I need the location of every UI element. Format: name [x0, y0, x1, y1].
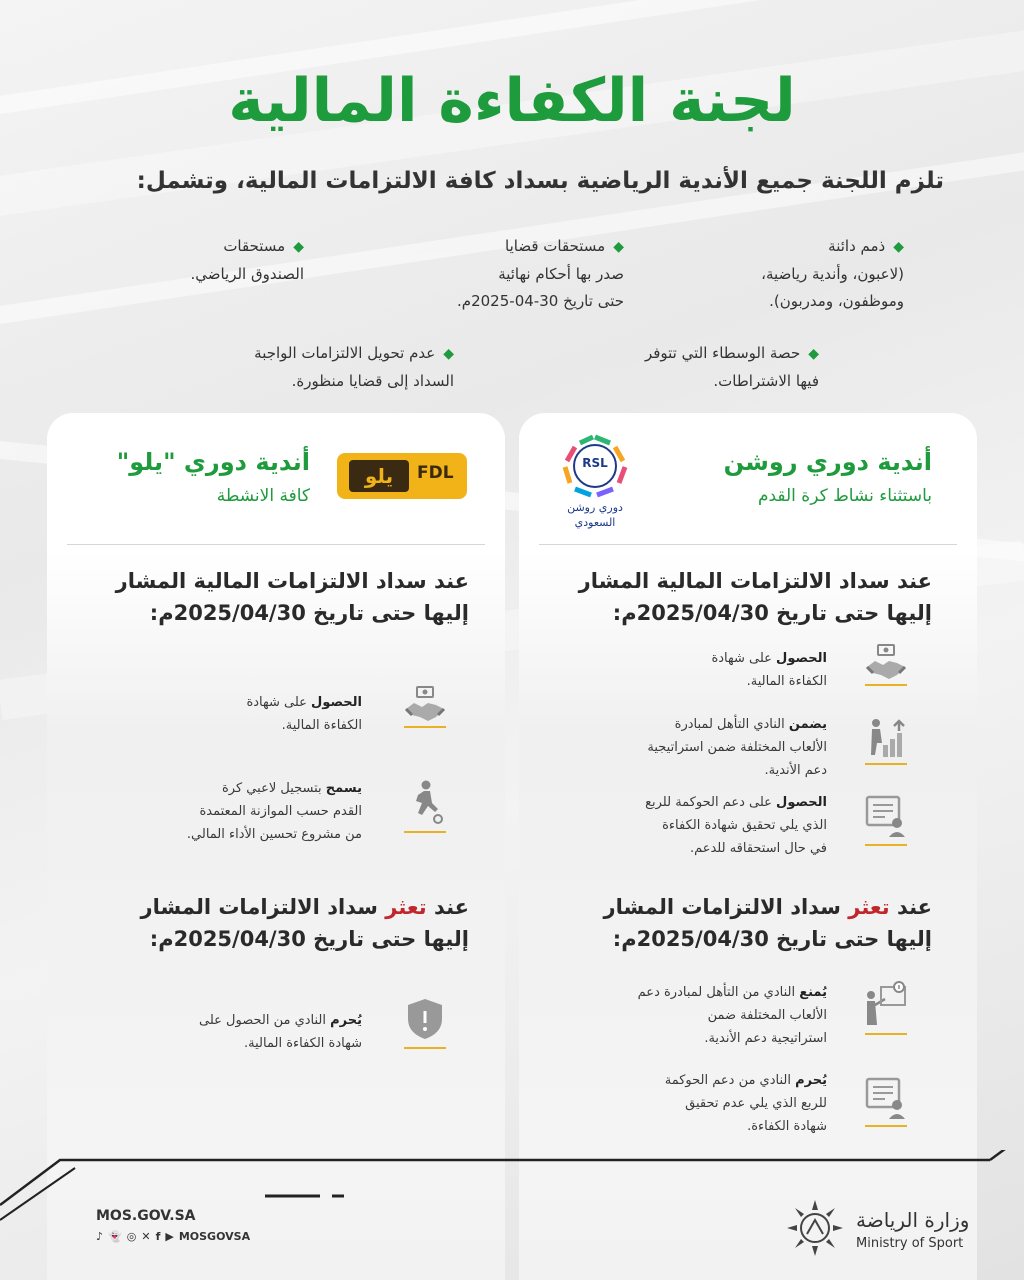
yelo-item-registration: [122, 777, 362, 846]
item-underline: [404, 831, 446, 833]
item-text-line: على شهادة: [711, 651, 777, 666]
item-bold: الحصول: [311, 695, 362, 710]
roshn-default-title: [532, 891, 932, 955]
yelo-item-deprived: [112, 1009, 362, 1055]
bullet-dot-icon: ◆: [808, 346, 819, 362]
bullet-line: السداد إلى قضايا منظورة.: [291, 372, 454, 390]
item-bold: الحصول: [776, 795, 827, 810]
bullet-line: عدم تحويل الالتزامات الواجبة: [254, 344, 436, 362]
tiktok-icon[interactable]: ♪: [96, 1230, 104, 1243]
item-underline: [404, 726, 446, 728]
shield-warning-icon: [402, 995, 448, 1041]
footer-social-row: [96, 1230, 255, 1243]
footer-website[interactable]: MOS.GOV.SA: [96, 1208, 196, 1224]
card-divider: [67, 544, 485, 545]
item-text-line: في حال استحقاقه للدعم.: [689, 841, 827, 856]
item-text-line: على شهادة: [246, 695, 312, 710]
bullet-payables: [694, 233, 904, 315]
item-bold: يضمن: [788, 717, 827, 732]
roshn-item-certificate: [587, 647, 827, 693]
item-bold: يُحرم: [330, 1013, 362, 1028]
bullet-dot-icon: ◆: [613, 239, 624, 255]
item-text-line: النادي التأهل لمبادرة: [674, 717, 789, 732]
yelo-card-subtitle: كافة الانشطة: [216, 486, 310, 506]
bullet-dot-icon: ◆: [293, 239, 304, 255]
bullet-pending-cases: [204, 340, 454, 395]
item-bold: يسمح: [325, 781, 362, 796]
yelo-default-title: [69, 891, 469, 955]
facebook-icon[interactable]: f: [155, 1230, 161, 1243]
document-user-icon: [863, 793, 909, 839]
item-text-line: النادي من الحصول على: [199, 1013, 331, 1028]
bullet-line: وموظفون، ومدربون).: [769, 292, 904, 310]
section-title-line: إليها حتى تاريخ 2025/04/30م:: [149, 927, 469, 951]
item-text-line: الألعاب المختلفة ضمن استراتيجية: [647, 740, 827, 755]
section-title-part: سداد الالتزامات المشار: [603, 895, 849, 919]
bullet-case-dues: [414, 233, 624, 315]
yelo-logo: [337, 453, 467, 499]
section-title-line: إليها حتى تاريخ 2025/04/30م:: [612, 927, 932, 951]
bullet-line: حتى تاريخ 30-04-2025م.: [457, 292, 624, 310]
rsl-logo: [555, 431, 635, 531]
item-text-line: الكفاءة المالية.: [281, 718, 362, 733]
handshake-icon: [863, 641, 909, 687]
bullet-sports-fund: [134, 233, 304, 288]
section-title-highlight: تعثر: [385, 895, 427, 919]
section-title-line: إليها حتى تاريخ 2025/04/30م:: [612, 601, 932, 625]
item-text-line: النادي من دعم الحوكمة: [664, 1073, 796, 1088]
bullet-line: مستحقات: [223, 237, 286, 255]
footer-handle[interactable]: MOSGOVSA: [178, 1230, 251, 1243]
instagram-icon[interactable]: ◎: [126, 1230, 137, 1243]
yelo-logo-text: يلو: [349, 460, 409, 492]
item-text-line: الذي يلي تحقيق شهادة الكفاءة: [662, 818, 827, 833]
roshn-item-deprived: [577, 1069, 827, 1138]
bullet-line: الصندوق الرياضي.: [190, 265, 304, 283]
youtube-icon[interactable]: ▶: [165, 1230, 174, 1243]
document-user-icon: [863, 1075, 909, 1121]
item-text-line: القدم حسب الموازنة المعتمدة: [199, 804, 362, 819]
item-text-line: شهادة الكفاءة المالية.: [244, 1036, 362, 1051]
growth-chart-icon: [863, 715, 909, 761]
yelo-payment-title: [69, 565, 469, 629]
item-underline: [865, 1033, 907, 1035]
bullet-line: ذمم دائنة: [828, 237, 886, 255]
item-bold: يُمنع: [799, 985, 827, 1000]
rsl-caption-1: دوري روشن: [567, 501, 623, 514]
roshn-card-subtitle: باستثناء نشاط كرة القدم: [757, 486, 932, 506]
bullet-line: حصة الوسطاء التي تتوفر: [644, 344, 801, 362]
card-divider: [539, 544, 957, 545]
section-title-line: عند سداد الالتزامات المالية المشار: [578, 569, 932, 593]
item-text-line: الألعاب المختلفة ضمن: [707, 1008, 827, 1023]
rsl-logo-text: RSL: [582, 456, 608, 470]
section-title-part: سداد الالتزامات المشار: [140, 895, 386, 919]
item-underline: [865, 844, 907, 846]
ministry-name-ar: وزارة الرياضة: [856, 1208, 970, 1232]
yelo-card-title: أندية دوري "يلو": [116, 448, 310, 476]
bullet-agents-share: [589, 340, 819, 395]
item-underline: [865, 684, 907, 686]
item-underline: [865, 1125, 907, 1127]
ministry-name-en: Ministry of Sport: [856, 1236, 964, 1251]
bullet-line: صدر بها أحكام نهائية: [498, 265, 624, 283]
item-text-line: الكفاءة المالية.: [746, 674, 827, 689]
roshn-item-initiative: [587, 713, 827, 782]
bullet-line: (لاعبون، وأندية رياضية،: [761, 265, 904, 283]
roshn-item-prevented: [577, 981, 827, 1050]
section-title-part: عند: [426, 895, 469, 919]
item-text-line: شهادة الكفاءة.: [747, 1119, 827, 1134]
item-bold: يُحرم: [795, 1073, 827, 1088]
item-underline: [404, 1047, 446, 1049]
section-title-line: إليها حتى تاريخ 2025/04/30م:: [149, 601, 469, 625]
x-icon[interactable]: ✕: [141, 1230, 151, 1243]
yelo-item-certificate: [122, 691, 362, 737]
item-bold: الحصول: [776, 651, 827, 666]
bullet-line: مستحقات قضايا: [505, 237, 606, 255]
page-subtitle: تلزم اللجنة جميع الأندية الرياضية بسداد كافة الالتزامات المالية، وتشمل:: [136, 168, 944, 194]
page-title: لجنة الكفاءة المالية: [228, 66, 796, 136]
football-player-icon: [402, 779, 448, 825]
rsl-caption-2: السعودي: [574, 516, 616, 529]
item-text-line: للربع الذي يلي عدم تحقيق: [685, 1096, 827, 1111]
roshn-payment-title: [532, 565, 932, 629]
section-title-highlight: تعثر: [848, 895, 890, 919]
roshn-item-governance: [587, 791, 827, 860]
roshn-card-title: أندية دوري روشن: [723, 448, 932, 476]
snapchat-icon[interactable]: 👻: [108, 1230, 122, 1243]
item-text-line: بتسجيل لاعبي كرة: [222, 781, 326, 796]
bullet-line: فيها الاشتراطات.: [713, 372, 819, 390]
presentation-warning-icon: [863, 981, 909, 1027]
section-title-line: عند سداد الالتزامات المالية المشار: [115, 569, 469, 593]
bullet-dot-icon: ◆: [893, 239, 904, 255]
item-underline: [865, 763, 907, 765]
bullet-dot-icon: ◆: [443, 346, 454, 362]
item-text-line: على دعم الحوكمة للربع: [645, 795, 777, 810]
section-title-part: عند: [889, 895, 932, 919]
item-text-line: النادي من التأهل لمبادرة دعم: [637, 985, 800, 1000]
item-text-line: دعم الأندية.: [764, 763, 827, 778]
item-text-line: من مشروع تحسين الأداء المالي.: [186, 827, 362, 842]
ministry-emblem-icon: [785, 1198, 845, 1258]
yelo-logo-badge: FDL: [417, 463, 454, 483]
handshake-icon: [402, 683, 448, 729]
item-text-line: استراتيجية دعم الأندية.: [704, 1031, 827, 1046]
